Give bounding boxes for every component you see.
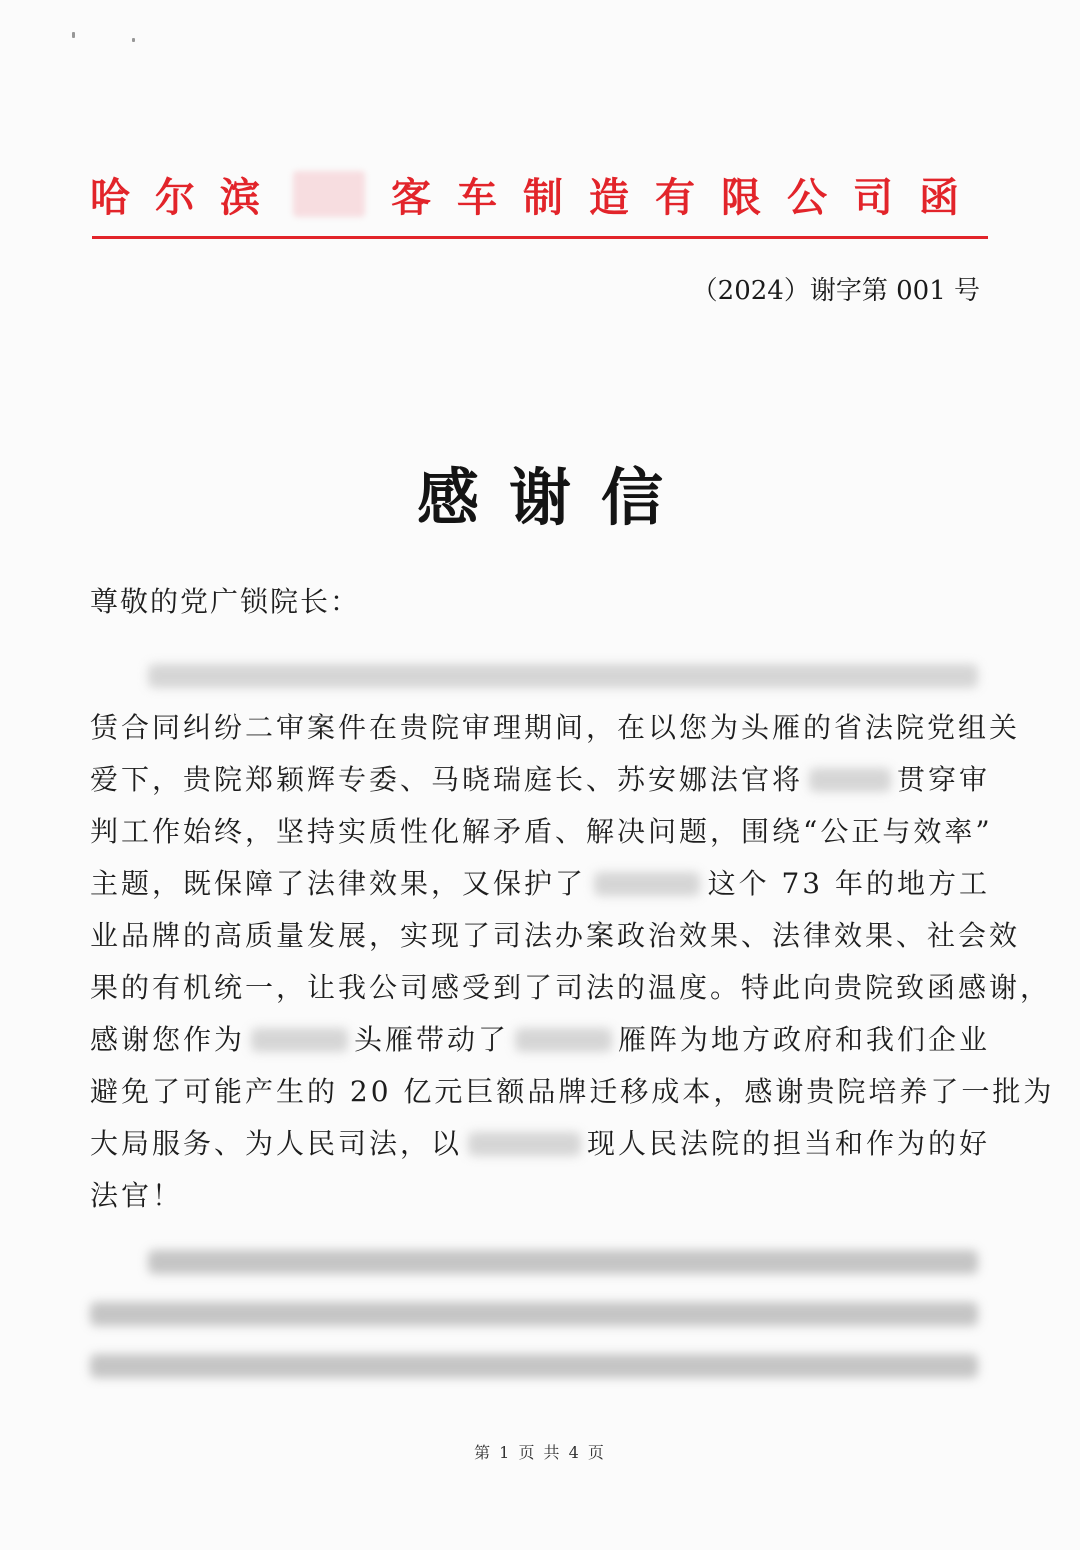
letterhead — [90, 168, 985, 220]
paragraph-line — [90, 910, 1021, 962]
page-footer: 第 1 页 共 4 页 — [474, 1443, 606, 1462]
blurred-text — [90, 1354, 978, 1378]
paragraph-line — [90, 806, 993, 858]
line-text: 果的有机统一，让我公司感受到了司法的温度。特此向贵院致函感谢， — [90, 971, 1052, 1004]
scan-speck — [132, 38, 135, 42]
line-text: 业品牌的高质量发展，实现了司法办案政治效果、法律效果、社会效 — [90, 919, 1021, 952]
line-text: 头雁带动了 — [353, 1023, 509, 1056]
blurred-text — [90, 1302, 978, 1326]
paragraph-line — [90, 1288, 990, 1340]
paragraph-line — [90, 754, 990, 806]
blurred-text — [468, 1132, 581, 1156]
salutation: 尊敬的党广锁院长： — [90, 585, 361, 618]
scan-speck — [72, 32, 75, 38]
letter-title: 感谢信 — [416, 461, 693, 534]
paragraph-line — [90, 650, 990, 702]
line-text: 判工作始终，坚持实质性化解矛盾、解决问题，围绕“公正与效率” — [90, 815, 993, 848]
line-text: 现人民法院的担当和作为的好 — [586, 1127, 990, 1160]
blurred-text — [148, 664, 978, 688]
line-text: 这个 73 年的地方工 — [707, 867, 990, 900]
blurred-text — [251, 1028, 348, 1052]
blurred-text — [594, 872, 700, 896]
paragraph-line — [90, 1236, 990, 1288]
paragraph-line — [90, 1066, 1055, 1118]
paragraph-line — [90, 1340, 990, 1392]
line-text: 赁合同纠纷二审案件在贵院审理期间，在以您为头雁的省法院党组关 — [90, 711, 1021, 744]
blurred-text — [809, 768, 891, 792]
line-text: 贯穿审 — [896, 763, 990, 796]
line-text: 主题，既保障了法律效果，又保护了 — [90, 867, 587, 900]
line-text: 雁阵为地方政府和我们企业 — [617, 1023, 990, 1056]
paragraph-2-blurred — [90, 1236, 990, 1392]
document-number: （2024）谢字第 001 号 — [691, 276, 980, 306]
paragraph-line — [90, 702, 1021, 754]
line-text: 避免了可能产生的 20 亿元巨额品牌迁移成本，感谢贵院培养了一批为 — [90, 1075, 1055, 1108]
letterhead-redaction — [293, 171, 365, 217]
paragraph-line — [90, 1118, 990, 1170]
line-text: 法官！ — [90, 1179, 184, 1212]
line-text: 大局服务、为人民司法，以 — [90, 1127, 463, 1160]
line-text: 感谢您作为 — [90, 1023, 246, 1056]
letterhead-company-left: 哈尔滨 — [90, 174, 285, 221]
letterhead-rule — [92, 236, 988, 239]
blurred-text — [515, 1028, 612, 1052]
paragraph-line — [90, 962, 1052, 1014]
paragraph-1 — [90, 650, 1055, 1222]
line-text: 爱下，贵院郑颖辉专委、马晓瑞庭长、苏安娜法官将 — [90, 763, 804, 796]
blurred-text — [148, 1250, 978, 1274]
paragraph-line — [90, 1170, 990, 1222]
letterhead-company-right: 客车制造有限公司函 — [391, 174, 985, 221]
paragraph-line — [90, 858, 990, 910]
paragraph-line — [90, 1014, 990, 1066]
